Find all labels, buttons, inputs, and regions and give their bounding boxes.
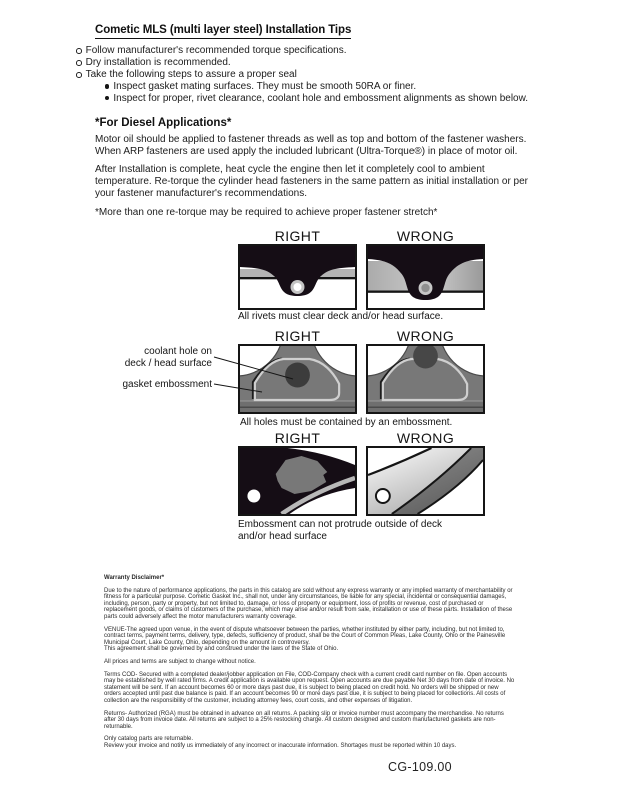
- diagram-hole-wrong: [366, 344, 485, 414]
- caption-holes: All holes must be contained by an embossment.: [240, 417, 453, 428]
- disclaimer-paragraph: Only catalog parts are returnable.: [104, 736, 194, 743]
- list-item: [76, 57, 528, 69]
- diagram-rivet-wrong: [366, 244, 485, 310]
- diesel-paragraph-2: After Installation is complete, heat cycle the engine then let it completely cool to ambient temperature. Re-torque the cylinder head fasteners in the same pattern as initial installation or per your fastener manufacturer's recommendations.: [95, 164, 529, 199]
- sub-list-item: [105, 93, 528, 105]
- disclaimer-paragraph: Terms COD- Secured with a completed dealer/jobber application on File, COD-Company check with a current credit card number on file. Open accounts may be established by well rated firms. A credit application is available upon request. Open accounts are due payable Net 30 days from date of invoice. No statement will be sent. If an account becomes 60 or more days past due, it is subject to being placed on credit hold. No orders will be shipped or new orders accepted until past due balance is paid. If an account becomes 90 or more days past due, it is subject to being placed for collections. All costs of collection are the responsibility of the customer, including attorney fees, court costs, and other expenses of litigation.: [104, 671, 515, 704]
- list-item-text: Take the following steps to assure a proper seal: [85, 68, 297, 80]
- diesel-section-heading: *For Diesel Applications*: [95, 117, 232, 129]
- list-item-text: Follow manufacturer's recommended torque specifications.: [85, 45, 347, 56]
- list-item: [76, 69, 528, 81]
- filled-bullet-icon: [105, 84, 109, 88]
- list-item: [76, 45, 528, 57]
- annotation-line: deck / head surface: [124, 357, 212, 369]
- diagram-embossment-right: [238, 446, 357, 516]
- disclaimer-paragraph: All prices and terms are subject to change without notice.: [104, 658, 256, 665]
- caption-line: Embossment can not protrude outside of deck: [238, 519, 443, 530]
- annotation-coolant-hole: [98, 346, 212, 369]
- filled-bullet-icon: [105, 96, 109, 100]
- caption-rivets: All rivets must clear deck and/or head surface.: [238, 311, 444, 322]
- page-title: Cometic MLS (multi layer steel) Installation Tips: [95, 24, 351, 39]
- right-label-row1: RIGHT: [274, 228, 321, 244]
- wrong-label-row1: WRONG: [396, 228, 455, 244]
- hole-outside-illustration: [368, 346, 483, 412]
- diagram-rivet-right: [238, 244, 357, 310]
- diagram-embossment-wrong: [366, 446, 485, 516]
- annotation-gasket-embossment: gasket embossment: [122, 379, 212, 390]
- right-label-row3: RIGHT: [274, 430, 321, 446]
- disclaimer-paragraph: This agreement shall be governed by and construed under the laws of the State of Ohio.: [104, 646, 339, 653]
- warranty-disclaimer: [104, 575, 517, 749]
- wrong-label-row3: WRONG: [396, 430, 455, 446]
- rivet-touching-illustration: [368, 246, 483, 308]
- disclaimer-heading: Warranty Disclaimer*: [104, 575, 165, 581]
- embossment-protruding-illustration: [368, 448, 483, 514]
- disclaimer-paragraph: Review your invoice and notify us immediately of any incorrect or inaccurate information. Shortages must be reported within 10 days.: [104, 742, 457, 749]
- list-item-text: Inspect for proper, rivet clearance, coolant hole and embossment alignments as shown below.: [113, 92, 529, 104]
- list-item-text: Dry installation is recommended.: [85, 56, 231, 68]
- diagram-hole-right: [238, 344, 357, 414]
- sub-list-item: [105, 81, 528, 93]
- retorque-note: *More than one re-torque may be required to achieve proper fastener stretch*: [95, 207, 438, 218]
- caption-line: and/or head surface: [238, 531, 327, 542]
- list-item-text: Inspect gasket mating surfaces. They must be smooth 50RA or finer.: [113, 80, 417, 92]
- installation-tips-list: [76, 45, 528, 105]
- open-bullet-icon: [76, 60, 82, 66]
- rivet-clear-illustration: [240, 246, 355, 308]
- hole-contained-illustration: [240, 346, 355, 412]
- right-label-row2: RIGHT: [274, 328, 321, 344]
- embossment-inside-illustration: [240, 448, 355, 514]
- diesel-paragraph-1: Motor oil should be applied to fastener threads as well as top and bottom of the fastener washers. When ARP fasteners are used apply the included lubricant (Ultra-Torque®) in place of motor oil.: [95, 134, 527, 157]
- annotation-line: coolant hole on: [144, 346, 212, 357]
- wrong-label-row2: WRONG: [396, 328, 455, 344]
- catalog-page-number: CG-109.00: [388, 760, 452, 774]
- open-bullet-icon: [76, 48, 82, 54]
- disclaimer-paragraph: Returns- Authorized (RGA) must be obtained in advance on all returns. A packing slip or invoice number must accompany the merchandise. No returns after 30 days from invoice date. All returns are subject to a 25% restocking charge. All custom designed and custom manufactured gaskets are non-returnable.: [104, 710, 504, 730]
- disclaimer-paragraph: Due to the nature of performance applications, the parts in this catalog are sold without any express warranty or any implied warranty of merchantability or fitness for a particular purpose. Cometic Gasket Inc., shall not, under any circumstances, be liable for any special, incidental or consequential damages, including, person, party or property, but not limited to, damage, or loss of property or equipment, loss of profits or revenue, cost of purchased or replacement goods, or claims of customers of the purchase, which may arise and/or result from sale, installation or use of these parts. Installation of these parts could adversely affect the motor manufacturers warranty coverage.: [104, 587, 513, 620]
- open-bullet-icon: [76, 72, 82, 78]
- caption-embossment: [238, 519, 498, 543]
- disclaimer-paragraph: VENUE-The agreed upon venue, in the event of dispute whatsoever between the parties, whether instituted by either party, including, but not limited to, contract terms, payment terms, delivery, type, defects, sufficiency of product, shall be the Court of Common Pleas, Lake County, Ohio or the Painesville Municipal Court, Lake County, Ohio, depending on the amount in controversy.: [104, 626, 506, 646]
